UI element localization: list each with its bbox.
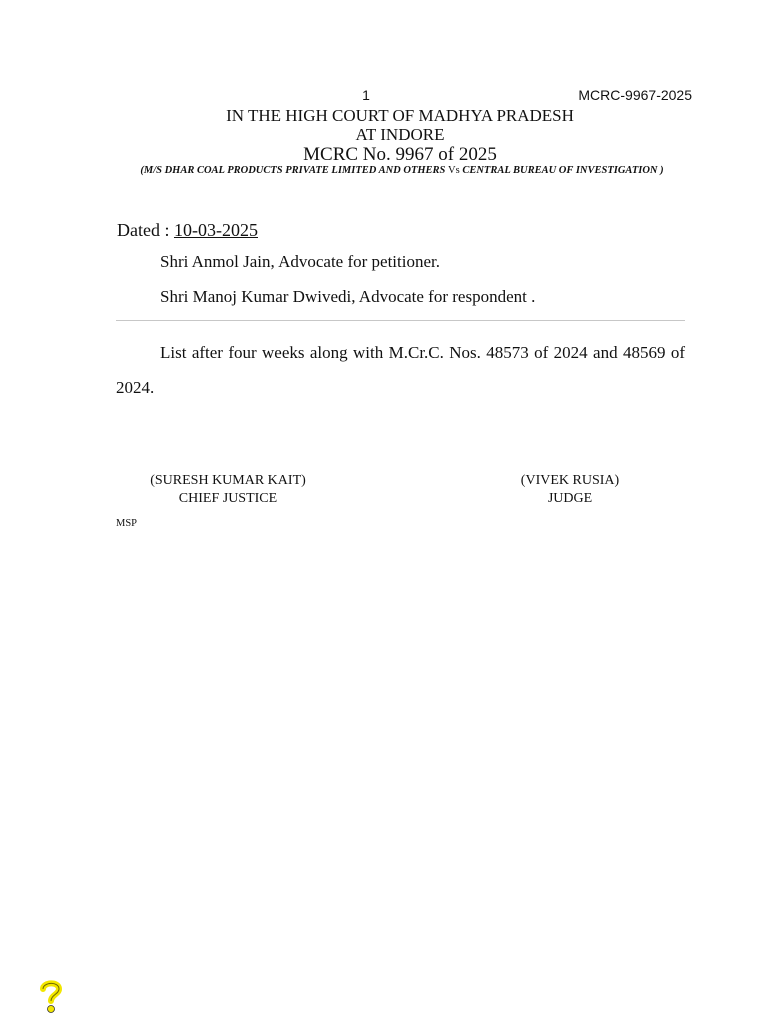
case-title: MCRC No. 9967 of 2025 xyxy=(303,144,497,165)
case-reference: MCRC-9967-2025 xyxy=(578,87,692,103)
petitioner-counsel: Shri Anmol Jain, Advocate for petitioner. xyxy=(160,252,440,271)
signatory-name: (SURESH KUMAR KAIT) xyxy=(150,473,306,488)
question-mark-glyph xyxy=(36,978,66,1014)
order-text: List after four weeks along with M.Cr.C. Nos. 48573 of 2024 and 48569 of 2024. xyxy=(116,343,685,397)
order-date xyxy=(117,220,258,241)
signatory-designation: CHIEF JUSTICE xyxy=(178,491,278,506)
page-number: 1 xyxy=(362,87,370,103)
court-seat: AT INDORE xyxy=(355,125,445,144)
signatory-name: (VIVEK RUSIA) xyxy=(520,473,620,488)
question-mark-icon[interactable] xyxy=(36,978,66,1014)
parties-line xyxy=(108,164,696,177)
signatory-designation: JUDGE xyxy=(547,491,593,506)
date-value: 10-03-2025 xyxy=(173,220,258,240)
question-mark-stroke xyxy=(43,983,59,1001)
respondent-counsel: Shri Manoj Kumar Dwivedi, Advocate for respondent . xyxy=(160,287,536,306)
stenographer-initials: MSP xyxy=(116,518,138,529)
petitioner-name: (M/S DHAR COAL PRODUCTS PRIVATE LIMITED AND OTHERS xyxy=(140,165,446,176)
respondent-name: CENTRAL BUREAU OF INVESTIGATION ) xyxy=(462,165,664,176)
versus-label: Vs xyxy=(448,165,460,176)
signatory-judge xyxy=(500,472,640,508)
dated-label: Dated : xyxy=(117,220,174,240)
court-name: IN THE HIGH COURT OF MADHYA PRADESH xyxy=(226,106,574,125)
signatory-chief-justice xyxy=(138,472,318,508)
question-mark-dot xyxy=(48,1006,55,1013)
divider xyxy=(116,320,685,321)
